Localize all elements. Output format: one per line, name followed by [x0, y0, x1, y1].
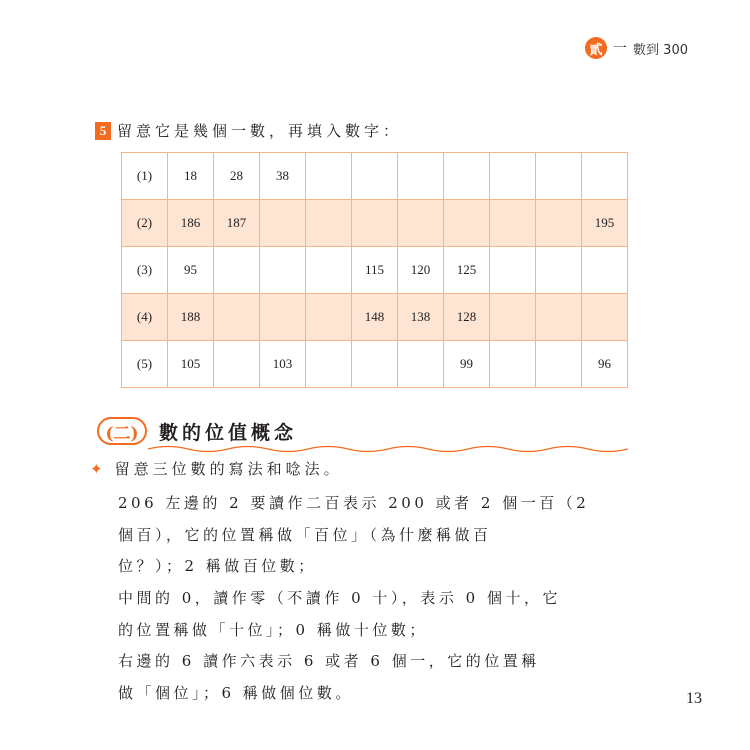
table-cell [490, 294, 536, 341]
section-underline [148, 444, 628, 454]
table-cell [536, 200, 582, 247]
table-cell [398, 200, 444, 247]
table-cell: 186 [168, 200, 214, 247]
table-cell [214, 341, 260, 388]
bullet-text: 留意三位數的寫法和唸法。 [114, 460, 343, 478]
table-cell [490, 153, 536, 200]
table-cell [444, 153, 490, 200]
table-cell [398, 341, 444, 388]
fill-in-table [121, 152, 628, 388]
table-cell: 95 [168, 247, 214, 294]
table-cell: 125 [444, 247, 490, 294]
table-cell [490, 200, 536, 247]
table-cell [260, 294, 306, 341]
table-cell [352, 341, 398, 388]
page-number: 13 [686, 690, 702, 707]
table-cell: 187 [214, 200, 260, 247]
text-line: 個百），它的位置稱做「百位」（為什麼稱做百 [118, 525, 492, 544]
table-cell [306, 294, 352, 341]
table-cell [306, 153, 352, 200]
table-cell [536, 294, 582, 341]
table-cell: 38 [260, 153, 306, 200]
table-cell: 18 [168, 153, 214, 200]
table-cell [260, 247, 306, 294]
table-cell [536, 153, 582, 200]
row-label: (2) [122, 200, 168, 247]
paragraph-ones [118, 646, 638, 709]
table-cell [582, 247, 628, 294]
table-cell [306, 341, 352, 388]
table-cell [352, 200, 398, 247]
text-line: 右邊的 6 讀作六表示 6 或者 6 個一，它的位置稱 [118, 652, 540, 670]
table-cell: 28 [214, 153, 260, 200]
row-label: (1) [122, 153, 168, 200]
table-cell: 195 [582, 200, 628, 247]
table-cell [536, 341, 582, 388]
section-heading [97, 417, 297, 445]
table-row [122, 200, 628, 247]
table-cell: 128 [444, 294, 490, 341]
table-cell [582, 153, 628, 200]
text-line: 的位置稱做「十位」；0 稱做十位數； [118, 620, 428, 639]
chapter-title: 數到 300 [633, 42, 688, 58]
table-row [122, 247, 628, 294]
table-cell [306, 247, 352, 294]
table-cell [582, 294, 628, 341]
table-cell [260, 200, 306, 247]
table-cell [490, 341, 536, 388]
table-cell [214, 247, 260, 294]
section-title: 數的位值概念 [159, 421, 298, 444]
text-line: 206 左邊的 2 要讀作二百表示 200 或者 2 個一百（2 [118, 494, 590, 512]
row-label: (4) [122, 294, 168, 341]
table-cell [536, 247, 582, 294]
text-line: 中間的 0，讀作零（不讀作 0 十），表示 0 個十，它 [118, 589, 561, 607]
text-line: 位？）；2 稱做百位數； [118, 557, 317, 575]
paragraph-hundreds [118, 488, 638, 583]
row-label: (5) [122, 341, 168, 388]
table-cell [214, 294, 260, 341]
text-line: 做「個位」；6 稱做個位數。 [118, 683, 354, 702]
table-row [122, 341, 628, 388]
exercise-number: 5 [95, 122, 111, 140]
table-cell: 188 [168, 294, 214, 341]
table-cell: 105 [168, 341, 214, 388]
table-cell [444, 200, 490, 247]
table-cell [352, 153, 398, 200]
table-cell [306, 200, 352, 247]
table-cell [490, 247, 536, 294]
table-cell: 103 [260, 341, 306, 388]
paragraph-tens [118, 583, 638, 646]
chapter-badge: 貳 [585, 37, 607, 59]
table-cell: 138 [398, 294, 444, 341]
table-cell [398, 153, 444, 200]
section-badge: (二) [97, 417, 147, 445]
chapter-dash: 一 [613, 41, 628, 57]
table-cell: 148 [352, 294, 398, 341]
table-row [122, 294, 628, 341]
chapter-header [585, 36, 688, 60]
table-row [122, 153, 628, 200]
bullet-item [90, 458, 343, 479]
star-bullet-icon: ✦ [90, 459, 103, 478]
row-label: (3) [122, 247, 168, 294]
exercise-instruction: 留意它是幾個一數，再填入數字： [117, 122, 403, 140]
table-cell: 99 [444, 341, 490, 388]
table-cell: 115 [352, 247, 398, 294]
table-cell: 120 [398, 247, 444, 294]
exercise-heading [95, 120, 402, 141]
table-cell: 96 [582, 341, 628, 388]
